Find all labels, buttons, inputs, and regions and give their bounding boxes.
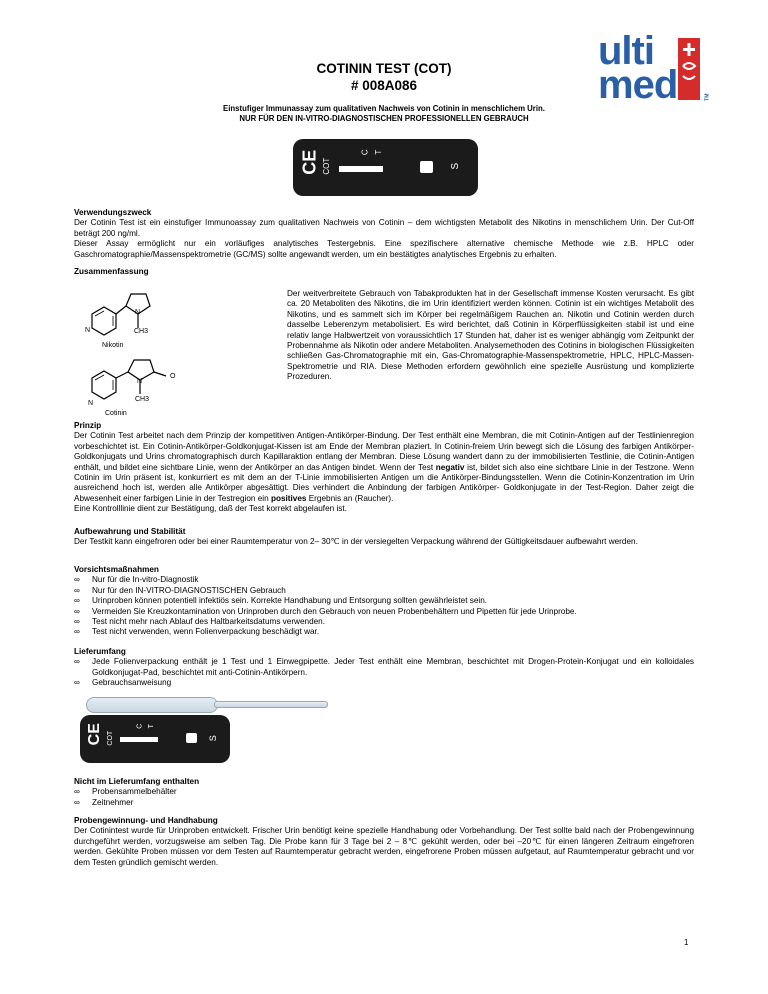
cotinine-label: Cotinin (105, 410, 127, 417)
cotinine-atom-o: O (170, 373, 176, 380)
cotinine-atom-n-pyrrolidine: N (137, 378, 143, 385)
section-text (74, 431, 694, 504)
list-item-text: Vermeiden Sie Kreuzkontamination von Urinproben durch den Gebrauch von neuen Probenbehältern und Pipetten für jede Urinprobe. (92, 606, 577, 616)
prinzip-bold-positives: positives (270, 493, 307, 503)
list-item (74, 787, 694, 797)
nicotine-atom-ch3: CH3 (134, 328, 149, 335)
title-line-2: # 008A086 (350, 78, 418, 93)
list-item (74, 586, 694, 596)
document-subtitle (0, 104, 768, 123)
section-heading: Probengewinnung- und Handhabung (74, 816, 218, 825)
list-item (74, 607, 694, 617)
cassette-sample-well (420, 161, 433, 173)
section-verwendungszweck (74, 208, 694, 260)
section-text: Der Cotinin Test ist ein einstufiger Immunoassay zum qualitativen Nachweis von Cotinin – dem wichtigsten Metabolit des Nikotins in menschlichem Urin. Der Cut-Off beträgt 200 ng/ml. Dieser Assay ermöglicht nur ein vorläufiges analytisches Testergebnis. Eine spezifischere alternative chemische Methode wie z.B. HPLC oder Gaschromatographie/Massenspektrometrie (GC/MS) sollte angewandt werden, um ein bestätigtes analytisches Ergebnis zu erhalten. (74, 218, 694, 259)
prinzip-text-part: Ergebnis an (Raucher). (308, 493, 394, 503)
pipette-image (86, 695, 326, 715)
list-item-text: Nur für den IN-VITRO-DIAGNOSTISCHEN Gebrauch (92, 585, 286, 595)
logo-cross-mark-icon (676, 38, 702, 100)
section-heading: Prinzip (74, 421, 102, 430)
prinzip-bold-negativ: negativ (435, 462, 465, 472)
prinzip-control-line-text: Eine Kontrolllinie dient zur Bestätigung, daß der Test korrekt abgelaufen ist. (74, 504, 347, 514)
cassette-result-window (120, 737, 158, 742)
section-heading: Nicht im Lieferumfang enthalten (74, 777, 200, 786)
ce-mark: CE (299, 149, 320, 175)
pipette-tube (214, 701, 328, 708)
cassette-result-window (339, 166, 383, 172)
contents-list (74, 657, 694, 688)
list-item-text: Urinproben können potentiell infektiös sein. Korrekte Handhabung und Entsorgung sollten gewährleistet sein. (92, 596, 488, 606)
list-item (74, 617, 694, 627)
logo-text-top: ulti (598, 29, 654, 73)
bullet-icon: ∞ (74, 617, 80, 627)
list-item (74, 627, 694, 637)
bullet-icon: ∞ (74, 787, 80, 797)
test-cassette-image (293, 139, 478, 196)
nicotine-structure-diagram (74, 290, 174, 352)
cassette-s-label: S (450, 162, 462, 170)
bullet-icon: ∞ (74, 606, 80, 616)
prinzip-text-part: Der Cotinin Test arbeitet nach dem Prinzip der kompetitiven Antigen-Antikörper-Bindung. Der Test enthält eine Membran, die mit Cotinin-Antigen auf der Testlinienregion vorbeschichtet ist. Ein Cotinin-Antikörper-Goldkonjugat-Kissen ist am Ende der Membran plaziert. In Cotinin-freiem Urin bewegt sich die Lösung des farbigen Antikörper-Goldkonjugats und Urins chromatographisch durch Kapillaraktion entlang der Membran. Diese Lösung wandert dann zu der immobilisierten Testlinie, die Cotinin-Antigen enthält, und bildet eine sichtbare Linie, wenn der Antikörper an das Antigen bindet. Wenn der Test (74, 431, 694, 472)
prinzip-text-part: ist, bildet sich also eine sichtbare Linie in der Testzone. Wenn Cotinin im Urin präsent ist, konkurriert es mit dem an der T-Linie immobilisierten Antigen um die Antikörper-Bindungsstellen. Wenn die Cotinin-Konzentration im Urin ausreichend hoch ist, werden alle Antikörper abgesättigt. Dies verhindert die Anbindung der farbigen Antikörper- Goldkonjugate in der Test-Region. Daher zeigt die Abwesenheit einer farbigen Linie in der Testregion ein (74, 462, 694, 503)
ce-mark: CE (85, 723, 103, 746)
cassette-t-label: T (147, 724, 155, 729)
nicotine-label: Nikotin (102, 342, 124, 349)
section-heading-zusammenfassung: Zusammenfassung (74, 267, 149, 276)
section-lieferumfang (74, 647, 694, 689)
bullet-icon: ∞ (74, 657, 80, 667)
list-item-text: Probensammelbehälter (92, 787, 177, 797)
section-probengewinnung (74, 816, 694, 868)
list-item-text: Nur für die In-vitro-Diagnostik (92, 575, 199, 585)
cassette-sample-well (186, 733, 197, 743)
logo-text-bottom: med (598, 63, 678, 107)
list-item-text: Zeitnehmer (92, 797, 134, 807)
list-item-text: Jede Folienverpackung enthält je 1 Test und 1 Einwegpipette. Jeder Test enthält eine Membran, beschichtet mit Drogen-Protein-Konjugat und ein kolloidales Goldkonjugat-Pad, beschichtet mit anti-Cotinin-Antikörpern. (92, 657, 694, 677)
list-item-text: Gebrauchsanweisung (92, 678, 172, 688)
section-aufbewahrung (74, 527, 694, 548)
bullet-icon: ∞ (74, 596, 80, 606)
cotinine-atom-n-ring: N (88, 400, 94, 407)
list-item (74, 575, 694, 585)
not-included-list (74, 787, 694, 808)
list-item (74, 657, 694, 678)
section-text: Der Cotinintest wurde für Urinproben entwickelt. Frischer Urin benötigt keine spezielle Handhabung oder Vorbehandlung. Der Test sollte bald nach der Probengewinnung durchgeführt werden, vorzugsweise am selben Tag. Die Probe kann für 3 Tage bei 2 – 8℃ gekühlt werden, oder bei –20℃ für einen längeren Zeitraum eingefroren werden. Gekühlte Proben müssen vor dem Testen auf Raumtemperatur gebracht werden, eingefrorene Proben müssen aufgetaut, auf Raumtemperatur gebracht und vor dem Testen gründlich gemischt werden. (74, 826, 694, 867)
section-heading: Lieferumfang (74, 647, 126, 656)
list-item-text: Test nicht mehr nach Ablauf des Haltbarkeitsdatums verwenden. (92, 617, 326, 627)
bullet-icon: ∞ (74, 678, 80, 688)
bullet-icon: ∞ (74, 627, 80, 637)
list-item (74, 798, 694, 808)
list-item (74, 596, 694, 606)
cotinine-atom-ch3: CH3 (135, 396, 150, 403)
section-heading: Aufbewahrung und Stabilität (74, 527, 186, 536)
logo-trademark: TM (704, 93, 711, 101)
section-heading: Vorsichtsmaßnahmen (74, 565, 159, 574)
test-cassette-image-2 (80, 715, 230, 763)
pipette-bulb (86, 697, 218, 713)
zusammenfassung-text: Der weitverbreitete Gebrauch von Tabakprodukten hat in der Gesellschaft immense Kosten verursacht. Es gibt ca. 20 Metaboliten des Nikotins, die im Urin identifiziert werden können. Cotinin ist ein wichtiges Metabolit des Nikotins, und es sammelt sich im Körper bei regelmäßigem Rauchen an. Nikotin und Cotinin werden durch dasselbe Leberenzym metabolisiert. Es wird berichtet, daß Cotinin in Körperflüssigkeiten stabil ist und eine relativ lange Halbwertzeit von voraussichtlich 17 Stunden hat, daher ist es weniger abhängig vom Zeitpunkt der Probennahme als Nikotin oder andere Metaboliten. Analysemethoden des Cotinins in biologischen Flüssigkeiten schließen Gas-Chromatographie mit ein, Gas-Chromatographie-Massenspektrometrie, HPLC, HPLC-Massen-Spektrometrie und RIA. Diese Methoden erfordern gewöhnlich eine spezielle Ausrüstung und komplizierte Prozeduren. (287, 289, 694, 382)
bullet-icon: ∞ (74, 797, 80, 807)
list-item-text: Test nicht verwenden, wenn Folienverpackung beschädigt war. (92, 627, 320, 637)
subtitle-line-1: Einstufiger Immunassay zum qualitativen Nachweis von Cotinin in menschlichem Urin. (223, 104, 545, 113)
bullet-icon: ∞ (74, 575, 80, 585)
list-item (74, 678, 694, 688)
section-vorsichtsmassnahmen (74, 565, 694, 638)
cassette-t-label: T (374, 149, 384, 155)
cassette-c-label: C (136, 723, 144, 729)
cassette-s-label: S (207, 735, 218, 742)
section-nicht-enthalten (74, 777, 694, 808)
section-text: Der Testkit kann eingefroren oder bei einer Raumtemperatur von 2– 30℃ in der versiegelten Verpackung während der Gültigkeitsdauer aufbewahrt werden. (74, 537, 638, 547)
section-prinzip (74, 421, 694, 515)
subtitle-line-2: NUR FÜR DEN IN-VITRO-DIAGNOSTISCHEN PROFESSIONELLEN GEBRAUCH (239, 113, 529, 123)
cassette-code-label: COT (107, 730, 115, 746)
cassette-c-label: C (360, 149, 370, 156)
page-number: 1 (684, 938, 689, 947)
ultimed-logo (598, 30, 730, 106)
cassette-code-label: COT (322, 157, 332, 175)
section-heading: Verwendungszweck (74, 208, 152, 217)
bullet-icon: ∞ (74, 585, 80, 595)
nicotine-atom-n-ring: N (85, 327, 91, 334)
precautions-list (74, 575, 694, 637)
title-line-1: COTININ TEST (COT) (316, 61, 452, 76)
nicotine-atom-n-pyrrolidine: N (135, 309, 141, 316)
